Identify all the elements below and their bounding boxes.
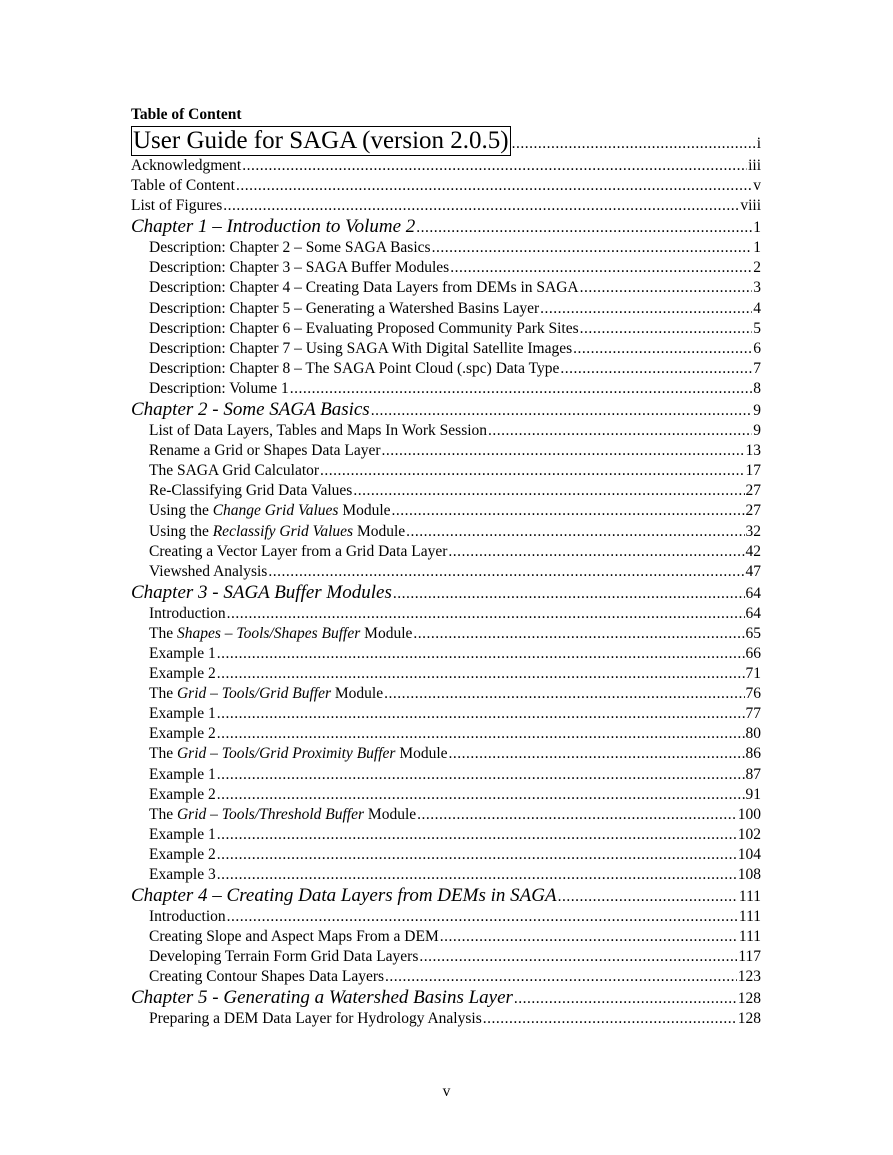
dot-leader (450, 258, 752, 278)
toc-entry-label: Creating Contour Shapes Data Layers (149, 968, 385, 986)
dot-leader (560, 359, 752, 379)
toc-entry-label: Table of Content (131, 177, 235, 195)
toc-entry-label: Description: Chapter 6 – Evaluating Proposed Community Park Sites (149, 319, 579, 337)
toc-entry[interactable] (131, 624, 761, 644)
toc-entry-page: 71 (745, 665, 761, 683)
toc-entry-label: The SAGA Grid Calculator (149, 462, 320, 480)
toc-entry-page: 91 (745, 785, 761, 803)
toc-entry-label: Example 2 (149, 845, 216, 863)
toc-entry-label: Example 2 (149, 725, 216, 743)
toc-heading: Table of Content (131, 106, 242, 123)
toc-entry[interactable] (131, 481, 761, 501)
toc-entry-label: Example 3 (149, 866, 216, 883)
toc-entry-page: 42 (745, 542, 761, 560)
toc-entry-page: 100 (737, 805, 761, 823)
toc-entry[interactable] (131, 1009, 761, 1029)
dot-leader (242, 156, 747, 176)
toc-entry-label: The Shapes – Tools/Shapes Buffer Module (149, 624, 413, 642)
dot-leader (382, 441, 745, 461)
toc-entry[interactable] (131, 156, 761, 176)
dot-leader (217, 865, 737, 885)
dot-leader (217, 845, 737, 865)
dot-leader (573, 339, 752, 359)
toc-entry-page: 64 (745, 604, 761, 622)
toc-entry[interactable] (131, 542, 761, 562)
toc-entry[interactable] (131, 704, 761, 724)
toc-entry-page: 80 (745, 725, 761, 743)
toc-entry[interactable] (131, 805, 761, 825)
toc-entry-page: 117 (738, 948, 761, 966)
dot-leader (514, 988, 737, 1010)
toc-entry-page: 128 (737, 1010, 761, 1028)
toc-entry-label: List of Data Layers, Tables and Maps In Work Session (149, 422, 488, 440)
dot-leader (384, 684, 744, 704)
toc-entry-label: Creating Slope and Aspect Maps From a DEM (149, 928, 439, 946)
toc-entry-page: v (753, 177, 761, 195)
dot-leader (217, 765, 745, 785)
toc-entry-label: User Guide for SAGA (version 2.0.5) (133, 127, 509, 154)
dot-leader (558, 886, 738, 908)
toc-entry-page: i (756, 135, 761, 152)
toc-list (131, 126, 761, 1030)
dot-leader (268, 562, 744, 582)
toc-entry-page: 108 (737, 866, 761, 883)
toc-entry-page: 9 (753, 422, 761, 440)
dot-leader (290, 379, 752, 399)
dot-leader (223, 196, 739, 216)
toc-entry[interactable] (131, 664, 761, 684)
dot-leader (440, 927, 738, 947)
toc-entry-label: Example 1 (149, 825, 216, 843)
toc-entry-label: Chapter 2 - Some SAGA Basics (131, 399, 370, 421)
toc-entry-page: 47 (745, 562, 761, 580)
toc-entry[interactable] (131, 421, 761, 441)
dot-leader (580, 278, 753, 298)
toc-entry[interactable] (131, 562, 761, 582)
toc-entry[interactable] (131, 196, 761, 216)
toc-entry-page: 66 (745, 644, 761, 662)
toc-entry-page: 6 (753, 339, 761, 357)
toc-entry[interactable] (131, 501, 761, 521)
toc-entry-page: iii (748, 157, 761, 174)
toc-entry[interactable] (131, 522, 761, 542)
toc-entry[interactable] (131, 927, 761, 947)
toc-entry-page: 111 (738, 908, 761, 926)
toc-entry[interactable] (131, 865, 761, 885)
toc-entry-label: Description: Chapter 8 – The SAGA Point Cloud (.spc) Data Type (149, 359, 560, 377)
dot-leader (406, 522, 744, 542)
toc-entry-page: 111 (738, 888, 761, 906)
toc-entry-page: 104 (737, 845, 761, 863)
toc-entry-page: 8 (753, 379, 761, 397)
dot-leader (393, 583, 745, 605)
dot-leader (417, 805, 737, 825)
toc-entry-page: 123 (737, 968, 761, 986)
toc-entry[interactable] (131, 885, 761, 907)
toc-entry-label: Description: Chapter 4 – Creating Data Layers from DEMs in SAGA (149, 279, 579, 297)
toc-entry-page: 7 (753, 359, 761, 377)
dot-leader (217, 825, 737, 845)
dot-leader (392, 501, 745, 521)
dot-leader (416, 217, 752, 239)
toc-entry-label: Viewshed Analysis (149, 562, 268, 580)
dot-leader (580, 319, 753, 339)
toc-entry-label: Using the Reclassify Grid Values Module (149, 522, 406, 540)
toc-entry-label: The Grid – Tools/Grid Buffer Module (149, 685, 384, 703)
dot-leader (217, 664, 745, 684)
toc-entry-label: Introduction (149, 604, 226, 622)
toc-entry[interactable] (131, 299, 761, 319)
toc-entry-label: Chapter 4 – Creating Data Layers from DEMs in SAGA (131, 885, 557, 907)
toc-entry-page: 2 (753, 259, 761, 277)
toc-entry-page: 13 (745, 442, 761, 460)
dot-leader (512, 130, 756, 158)
dot-leader (432, 238, 753, 258)
toc-entry-label: Example 2 (149, 785, 216, 803)
toc-entry-label: Rename a Grid or Shapes Data Layer (149, 442, 381, 460)
toc-entry-page: 76 (745, 685, 761, 703)
toc-entry-label: Example 1 (149, 765, 216, 783)
dot-leader (217, 644, 745, 664)
dot-leader (371, 400, 753, 422)
toc-entry[interactable] (131, 644, 761, 664)
toc-entry-label: The Grid – Tools/Threshold Buffer Module (149, 805, 417, 823)
toc-entry[interactable] (131, 126, 761, 156)
toc-entry[interactable] (131, 744, 761, 764)
dot-leader (419, 947, 737, 967)
dot-leader (217, 704, 745, 724)
toc-entry-label: Description: Chapter 7 – Using SAGA With Digital Satellite Images (149, 339, 573, 357)
toc-entry-label: Preparing a DEM Data Layer for Hydrology Analysis (149, 1010, 482, 1028)
toc-entry-page: 1 (753, 219, 761, 237)
toc-entry-page: 5 (753, 319, 761, 337)
toc-entry[interactable] (131, 907, 761, 927)
toc-entry[interactable] (131, 845, 761, 865)
toc-entry-label: Example 2 (149, 665, 216, 683)
dot-leader (540, 299, 752, 319)
toc-entry[interactable] (131, 399, 761, 421)
toc-entry[interactable] (131, 379, 761, 399)
toc-entry-page: 9 (753, 402, 761, 420)
toc-entry-page: 77 (745, 705, 761, 723)
toc-entry-page: 1 (753, 239, 761, 257)
toc-entry[interactable] (131, 765, 761, 785)
toc-entry-page: 102 (737, 825, 761, 843)
dot-leader (353, 481, 744, 501)
toc-entry-label: Description: Chapter 3 – SAGA Buffer Modules (149, 259, 450, 277)
toc-entry[interactable] (131, 604, 761, 624)
toc-entry-label: Introduction (149, 908, 226, 926)
toc-entry[interactable] (131, 441, 761, 461)
toc-entry-label: Creating a Vector Layer from a Grid Data Layer (149, 542, 448, 560)
toc-entry-label: Chapter 3 - SAGA Buffer Modules (131, 581, 392, 603)
toc-entry-label: Acknowledgment (131, 157, 242, 174)
toc-entry-label: List of Figures (131, 197, 223, 215)
toc-entry-label: Description: Chapter 2 – Some SAGA Basics (149, 239, 431, 257)
page-number: v (442, 1083, 451, 1100)
toc-page (131, 104, 761, 1030)
dot-leader (483, 1009, 737, 1029)
toc-entry[interactable] (131, 278, 761, 298)
dot-leader (448, 542, 744, 562)
dot-leader (236, 176, 752, 196)
toc-entry[interactable] (131, 176, 761, 196)
toc-entry-label: Chapter 1 – Introduction to Volume 2 (131, 216, 416, 238)
toc-entry[interactable] (131, 319, 761, 339)
toc-entry-page: 86 (745, 745, 761, 763)
dot-leader (385, 967, 737, 987)
toc-entry[interactable] (131, 339, 761, 359)
toc-entry-page: 64 (745, 584, 761, 602)
toc-entry[interactable] (131, 724, 761, 744)
dot-leader (413, 624, 744, 644)
toc-entry[interactable] (131, 987, 761, 1009)
toc-entry-label: Description: Chapter 5 – Generating a Watershed Basins Layer (149, 299, 540, 317)
dot-leader (449, 744, 745, 764)
toc-entry-page: 87 (745, 765, 761, 783)
toc-entry-page: 4 (753, 299, 761, 317)
toc-entry-label: Description: Volume 1 (149, 379, 289, 397)
toc-entry[interactable] (131, 238, 761, 258)
dot-leader (320, 461, 744, 481)
toc-entry[interactable] (131, 359, 761, 379)
toc-entry-label: Using the Change Grid Values Module (149, 502, 391, 520)
toc-entry[interactable] (131, 461, 761, 481)
dot-leader (217, 785, 745, 805)
toc-entry-label: Example 1 (149, 644, 216, 662)
dot-leader (227, 604, 745, 624)
toc-entry-label: Chapter 5 - Generating a Watershed Basins Layer (131, 987, 513, 1009)
toc-entry[interactable] (131, 785, 761, 805)
dot-leader (227, 907, 738, 927)
toc-entry-page: 27 (745, 502, 761, 520)
toc-entry[interactable] (131, 684, 761, 704)
toc-entry-page: 111 (738, 928, 761, 946)
toc-entry-page: viii (740, 197, 761, 215)
toc-entry-label: Developing Terrain Form Grid Data Layers (149, 948, 419, 966)
toc-entry[interactable] (131, 825, 761, 845)
toc-entry-page: 17 (745, 462, 761, 480)
toc-entry-label: Re-Classifying Grid Data Values (149, 482, 353, 500)
toc-entry-label: Example 1 (149, 705, 216, 723)
dot-leader (217, 724, 745, 744)
toc-entry[interactable] (131, 967, 761, 987)
toc-entry-page: 65 (745, 624, 761, 642)
toc-entry-label: The Grid – Tools/Grid Proximity Buffer Module (149, 745, 448, 763)
toc-entry-page: 128 (737, 990, 761, 1008)
toc-entry-page: 27 (745, 482, 761, 500)
toc-entry-page: 32 (745, 522, 761, 540)
toc-entry[interactable] (131, 947, 761, 967)
dot-leader (488, 421, 752, 441)
toc-entry[interactable] (131, 582, 761, 604)
toc-entry[interactable] (131, 258, 761, 278)
toc-entry-page: 3 (753, 279, 761, 297)
toc-entry[interactable] (131, 216, 761, 238)
